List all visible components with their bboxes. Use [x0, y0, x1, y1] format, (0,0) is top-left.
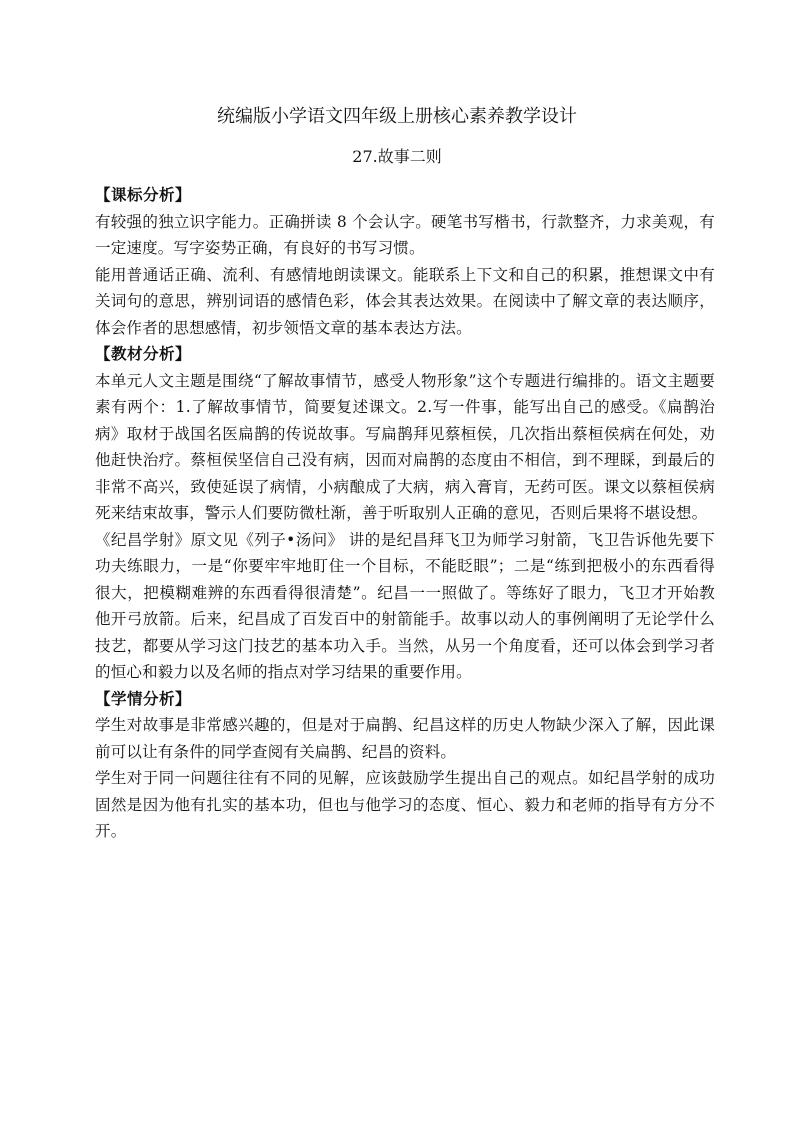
document-body — [95, 182, 715, 845]
section-heading: 【课标分析】 — [95, 186, 192, 204]
section-curriculum-analysis — [95, 182, 715, 341]
section-textbook-analysis — [95, 341, 715, 686]
paragraph: 有较强的独立识字能力。正确拼读 8 个会认字。硬笔书写楷书，行款整齐，力求美观，有一定速度。写字姿势正确，有良好的书写习惯。 — [95, 212, 715, 257]
section-heading: 【教材分析】 — [95, 345, 192, 363]
paragraph: 《纪昌学射》原文见《列子•汤问》 讲的是纪昌拜飞卫为师学习射箭，飞卫告诉他先要下功夫练眼力，一是“你要牢牢地盯住一个目标，不能眨眼”；二是“练到把极小的东西看得很大，把模糊难辨的东西看得很清楚”。纪昌一一照做了。等练好了眼力，飞卫才开始教他开弓放箭。后来，纪昌成了百发百中的射箭能手。故事以动人的事例阐明了无论学什么技艺，都要从学习这门技艺的基本功入手。当然，从另一个角度看，还可以体会到学习者的恒心和毅力以及名师的指点对学习结果的重要作用。 — [95, 530, 715, 681]
section-heading: 【学情分析】 — [95, 689, 192, 708]
document-title: 统编版小学语文四年级上册核心素养教学设计 — [217, 106, 577, 127]
paragraph: 学生对故事是非常感兴趣的，但是对于扁鹊、纪昌这样的历史人物缺少深入了解，因此课前可以让有条件的同学查阅有关扁鹊、纪昌的资料。 — [95, 716, 715, 761]
paragraph: 学生对于同一问题往往有不同的见解，应该鼓励学生提出自己的观点。如纪昌学射的成功固然是因为他有扎实的基本功，但也与他学习的态度、恒心、毅力和老师的指导有方分不开。 — [95, 769, 715, 840]
lesson-title: 27.故事二则 — [352, 147, 442, 166]
paragraph: 能用普通话正确、流利、有感情地朗读课文。能联系上下文和自己的积累，推想课文中有关词句的意思，辨别词语的感情色彩，体会其表达效果。在阅读中了解文章的表达顺序，体会作者的思想感情，初步领悟文章的基本表达方法。 — [95, 265, 715, 337]
paragraph: 本单元人文主题是围绕“了解故事情节，感受人物形象”这个专题进行编排的。语文主题要素有两个：1.了解故事情节，简要复述课文。2.写一件事，能写出自己的感受。《扁鹊治病》取材于战国名医扁鹊的传说故事。写扁鹊拜见蔡桓侯，几次指出蔡桓侯病在何处，劝他赶快治疗。蔡桓侯坚信自己没有病，因而对扁鹊的态度由不相信，到不理睬，到最后的非常不高兴，致使延误了病情，小病酿成了大病，病入膏肓，无药可医。课文以蔡桓侯病死来结束故事，警示人们要防微杜渐，善于听取别人正确的意见，否则后果将不堪设想。 — [95, 371, 715, 522]
section-learner-analysis — [95, 686, 715, 845]
